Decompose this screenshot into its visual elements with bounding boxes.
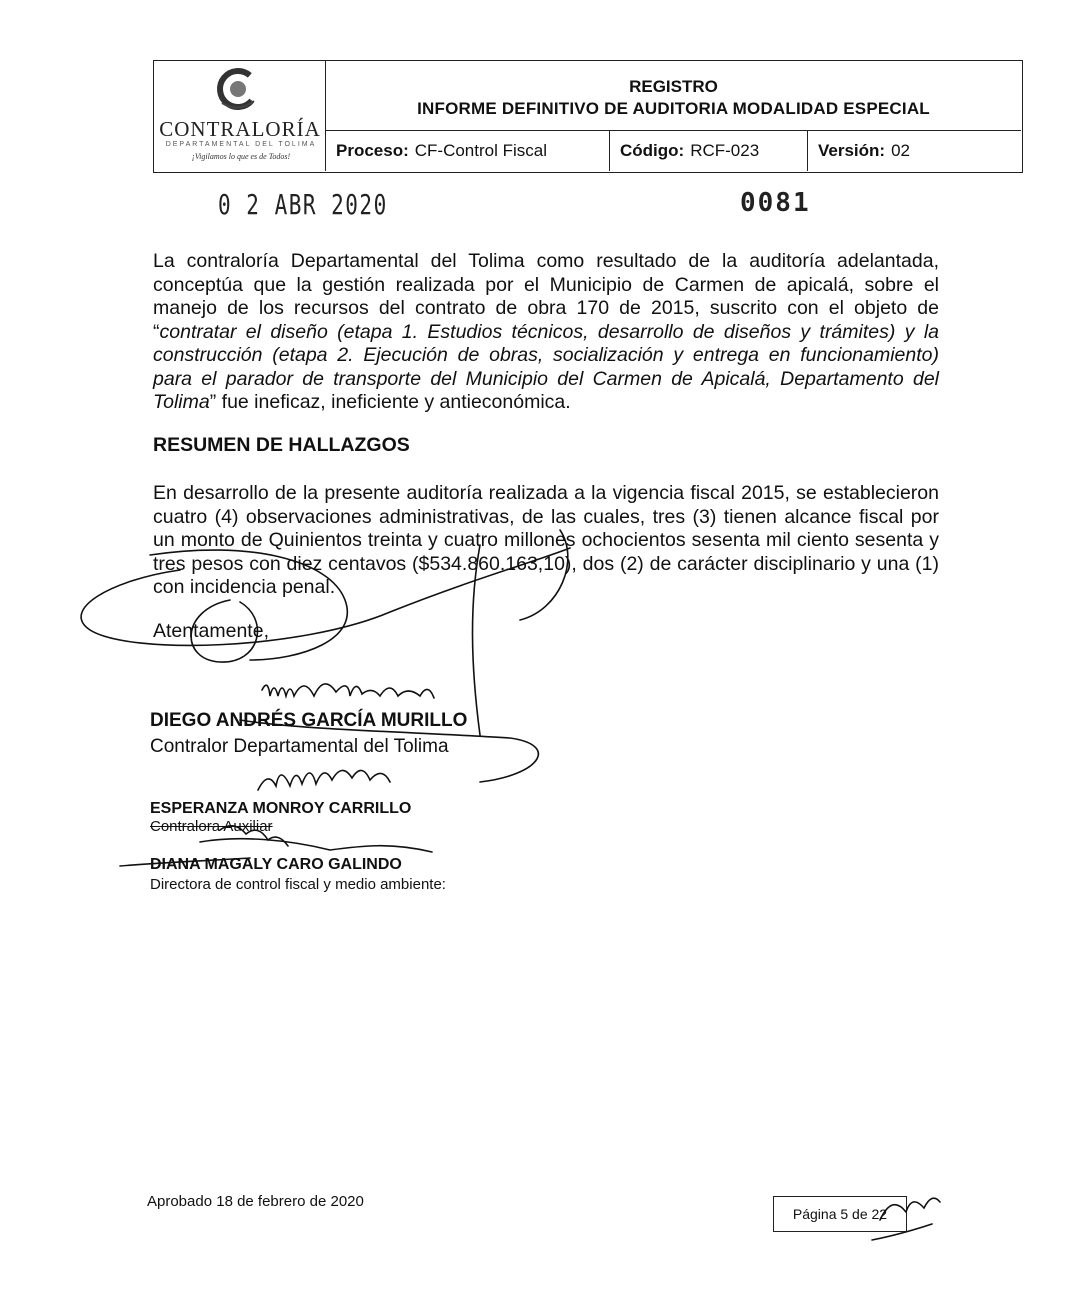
- title-cell: [326, 61, 1021, 131]
- findings-heading: RESUMEN DE HALLAZGOS: [153, 434, 410, 456]
- concept-text: La contraloría Departamental del Tolima como resultado de la auditoría adelantada, conceptúa que la gestión realizada por el Municipio de Carmen de apicalá, sobre el manejo de los recursos del contrato de obra 170 de 2015, suscrito con el objeto de “: [153, 250, 939, 343]
- number-stamp: 0081: [740, 188, 811, 218]
- proceso-label: Proceso:: [336, 141, 409, 160]
- approval-date: Aprobado 18 de febrero de 2020: [147, 1193, 364, 1210]
- version-label: Versión:: [818, 141, 886, 160]
- signatory-name-3: DIANA MAGALY CARO GALINDO: [150, 856, 402, 873]
- concept-conclusion: ” fue ineficaz, ineficiente y antieconómica.: [209, 391, 571, 413]
- logo-motto: ¡Vigilamos lo que es de Todos!: [191, 152, 291, 161]
- codigo-cell: [610, 131, 808, 171]
- logo-wordmark: CONTRALORÍA: [159, 117, 321, 141]
- concept-paragraph: [153, 250, 939, 415]
- version-cell: [808, 131, 1021, 171]
- signature-2-scrawl: [258, 770, 390, 790]
- signatory-name-1: DIEGO ANDRÉS GARCÍA MURILLO: [150, 710, 468, 731]
- document-title: INFORME DEFINITIVO DE AUDITORIA MODALIDAD ESPECIAL: [417, 99, 930, 118]
- contraloria-logo-icon: [216, 67, 260, 111]
- closing-salutation: Atentamente,: [153, 620, 269, 642]
- version-value: 02: [891, 141, 911, 160]
- codigo-value: RCF-023: [690, 141, 760, 160]
- document-type: REGISTRO: [629, 77, 718, 96]
- signatory-name-2: ESPERANZA MONROY CARRILLO: [150, 800, 412, 817]
- signatory-role-1: Contralor Departamental del Tolima: [150, 736, 449, 757]
- proceso-cell: [326, 131, 610, 171]
- signature-1-scrawl: [262, 684, 434, 698]
- document-header: [153, 60, 1023, 173]
- codigo-label: Código:: [620, 141, 685, 160]
- logo-cell: [154, 61, 326, 171]
- page-number: Página 5 de 22: [773, 1196, 907, 1232]
- date-stamp: 0 2 ABR 2020: [218, 188, 388, 221]
- signatory-role-3: Directora de control fiscal y medio ambiente:: [150, 876, 446, 893]
- proceso-value: CF-Control Fiscal: [414, 141, 547, 160]
- contract-object-text: contratar el diseño (etapa 1. Estudios técnicos, desarrollo de diseños y trámites) y la construcción (etapa 2. Ejecución de obras, socialización y entrega en funcionamiento) para el parador de transporte del Municipio del Carmen de Apicalá, Departamento del Tolima: [153, 320, 939, 413]
- signatory-role-2: Contralora Auxiliar: [150, 818, 273, 835]
- logo-subtitle: DEPARTAMENTAL DEL TOLIMA: [165, 141, 317, 148]
- findings-paragraph: En desarrollo de la presente auditoría realizada a la vigencia fiscal 2015, se establecieron cuatro (4) observaciones administrativas, de las cuales, tres (3) tienen alcance fiscal por un monto de Quinientos treinta y cuatro millones ochocientos sesenta mil ciento sesenta y tres pesos con diez centavos ($534.860.163,10), dos (2) de carácter disciplinario y una (1) con incidencia penal.: [153, 482, 939, 598]
